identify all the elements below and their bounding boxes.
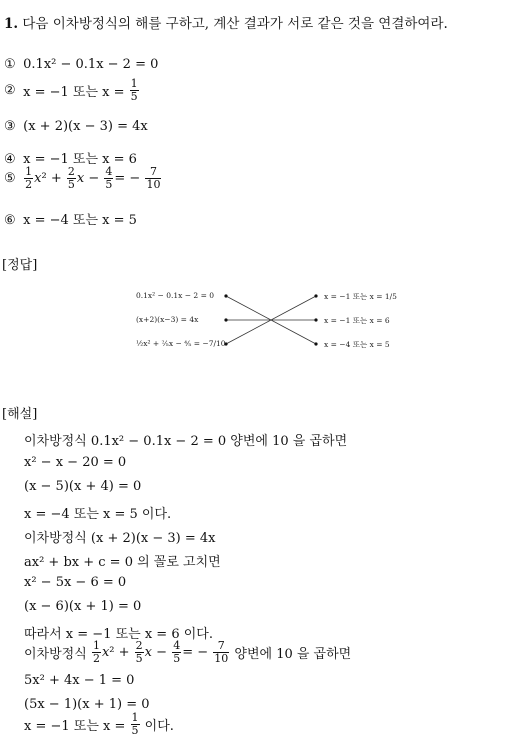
- explanation-label: [해설]: [2, 407, 38, 422]
- solution-line-4: x = −4 또는 x = 5 이다.: [24, 507, 172, 522]
- right-dot-1: [314, 294, 317, 297]
- option-2: [4, 78, 140, 103]
- fraction-numerator: 1: [92, 639, 100, 652]
- fraction: [67, 166, 76, 191]
- fraction-numerator: 7: [213, 640, 229, 653]
- fraction-denominator: 5: [105, 178, 113, 191]
- left-item-2: (x+2)(x−3) = 4x: [136, 315, 199, 324]
- solution-suffix: 양변에 10 을 곱하면: [234, 647, 352, 662]
- fraction-denominator: 5: [135, 652, 143, 665]
- option-3: [4, 119, 148, 134]
- solution-line-2: x² − x − 20 = 0: [24, 455, 127, 470]
- fraction-denominator: 5: [173, 652, 181, 665]
- fraction-denominator: 10: [214, 652, 229, 665]
- fraction: [24, 166, 33, 191]
- solution-text: 이다.: [144, 719, 174, 734]
- fraction: [130, 78, 139, 103]
- option-mark: ③: [4, 119, 16, 134]
- fraction: [131, 712, 140, 737]
- left-item-1: 0.1x² − 0.1x − 2 = 0: [136, 291, 215, 300]
- fraction: [92, 640, 101, 665]
- option-5: ⑤ $\frac{1}{2}$ x² + $\frac{2}{5}$ x − $\frac{4}{5}$ = − $\frac{7}{10}$: [4, 165, 161, 191]
- option-text: x = −1 또는 x = 6: [23, 152, 137, 167]
- fraction: [135, 640, 144, 665]
- option-6: [4, 209, 137, 228]
- fraction-numerator: 1: [130, 77, 138, 90]
- fraction: [172, 640, 181, 665]
- fraction-denominator: 5: [130, 90, 138, 103]
- option-text: x = −1 또는 x =: [23, 85, 129, 100]
- left-dot-1: [224, 294, 227, 297]
- left-dot-2: [224, 318, 227, 321]
- solution-line-6: ax² + bx + c = 0 의 꼴로 고치면: [24, 555, 221, 570]
- option-mark: ①: [4, 57, 16, 72]
- solution-line-8: (x − 6)(x + 1) = 0: [24, 599, 142, 614]
- option-1: [4, 57, 158, 72]
- solution-line-10: 이차방정식 $\frac{1}{2}$ x² + $\frac{2}{5}$ x − $\frac{4}{5}$ = − $\frac{7}{10}$ 양변에 10 을 곱하면: [24, 639, 352, 665]
- fraction-numerator: 1: [25, 165, 33, 178]
- fraction-numerator: 4: [173, 639, 181, 652]
- fraction-denominator: 2: [25, 178, 33, 191]
- solution-prefix: 이차방정식: [24, 647, 87, 662]
- solution-line-11: 5x² + 4x − 1 = 0: [24, 673, 135, 688]
- fraction-denominator: 5: [131, 724, 139, 737]
- fraction: [213, 640, 229, 665]
- option-text: (x + 2)(x − 3) = 4x: [23, 119, 148, 134]
- fraction: [145, 166, 161, 191]
- solution-line-12: (5x − 1)(x + 1) = 0: [24, 697, 150, 712]
- option-mark: ④: [4, 152, 16, 167]
- fraction-numerator: 1: [131, 711, 139, 724]
- solution-line-3: (x − 5)(x + 4) = 0: [24, 479, 142, 494]
- answer-label: [정답]: [2, 258, 38, 273]
- fraction-denominator: 10: [146, 178, 161, 191]
- fraction-numerator: 7: [145, 166, 161, 179]
- option-text: x = −4 또는 x = 5: [23, 213, 137, 228]
- right-dot-2: [314, 318, 317, 321]
- fraction-numerator: 2: [67, 165, 75, 178]
- right-item-3: x = −4 또는 x = 5: [324, 340, 390, 349]
- solution-line-7: x² − 5x − 6 = 0: [24, 575, 127, 590]
- fraction: [104, 166, 113, 191]
- problem-number: 1.: [4, 16, 19, 32]
- solution-line-9: 따라서 x = −1 또는 x = 6 이다.: [24, 627, 213, 642]
- left-item-3: ½x² + ⅖x − ⅘ = −7/10: [136, 339, 226, 348]
- right-dot-3: [314, 342, 317, 345]
- option-mark: ②: [4, 83, 16, 98]
- problem-statement: [4, 12, 448, 32]
- option-text: 0.1x² − 0.1x − 2 = 0: [23, 57, 159, 72]
- right-item-2: x = −1 또는 x = 6: [324, 316, 390, 325]
- fraction-numerator: 2: [135, 639, 143, 652]
- matching-diagram: [130, 284, 410, 356]
- fraction-numerator: 4: [105, 165, 113, 178]
- problem-text: 다음 이차방정식의 해를 구하고, 계산 결과가 서로 같은 것을 연결하여라.: [22, 16, 448, 32]
- solution-line-13: [24, 712, 174, 737]
- solution-text: x = −1 또는 x =: [24, 719, 130, 734]
- option-mark: ⑤: [4, 171, 16, 186]
- solution-line-5: 이차방정식 (x + 2)(x − 3) = 4x: [24, 531, 216, 546]
- right-item-1: x = −1 또는 x = 1/5: [324, 292, 397, 301]
- fraction-denominator: 5: [67, 178, 75, 191]
- solution-line-1: 이차방정식 0.1x² − 0.1x − 2 = 0 양변에 10 을 곱하면: [24, 434, 348, 449]
- option-mark: ⑥: [4, 213, 16, 228]
- fraction-denominator: 2: [92, 652, 100, 665]
